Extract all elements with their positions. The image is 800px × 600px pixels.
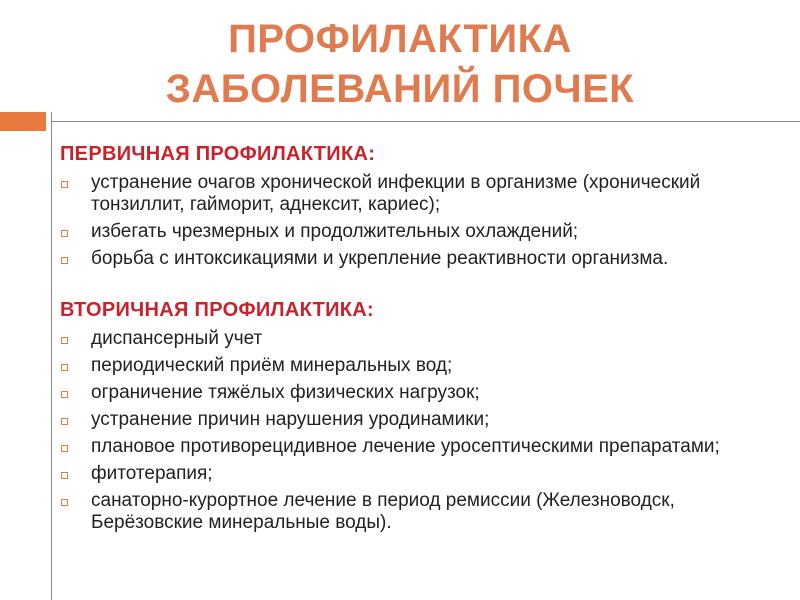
bullet-icon (61, 364, 68, 371)
list-item-text: периодический приём минеральных вод; (91, 355, 453, 376)
list-item (60, 382, 780, 404)
list-item-text: диспансерный учет (91, 328, 263, 349)
secondary-prevention-list (60, 328, 780, 534)
list-item (60, 355, 780, 377)
list-item-text: борьба с интоксикациями и укрепление реактивности организма. (91, 248, 669, 269)
secondary-prevention-heading: ВТОРИЧНАЯ ПРОФИЛАКТИКА: (60, 299, 374, 321)
bullet-icon (61, 257, 68, 264)
bullet-icon (61, 337, 68, 344)
slide-content (60, 142, 780, 539)
list-item (60, 328, 780, 350)
list-item-text: фитотерапия; (91, 463, 213, 484)
vertical-divider (51, 112, 52, 600)
list-item (60, 463, 780, 485)
list-item (60, 172, 780, 216)
slide-title-line-2: ЗАБОЛЕВАНИЙ ПОЧЕК (165, 67, 635, 111)
list-item-text: плановое противорецидивное лечение уросептическими препаратами; (91, 436, 720, 457)
slide-title (0, 14, 800, 114)
list-item-text: санаторно-курортное лечение в период ремиссии (Железноводск, Берёзовские минеральные воды). (91, 490, 675, 533)
bullet-icon (61, 181, 68, 188)
list-item (60, 248, 780, 270)
list-item (60, 409, 780, 431)
list-item (60, 221, 780, 243)
list-item (60, 490, 780, 534)
accent-band (0, 112, 46, 131)
primary-prevention-heading: ПЕРВИЧНАЯ ПРОФИЛАКТИКА: (60, 143, 376, 165)
bullet-icon (61, 472, 68, 479)
bullet-icon (61, 445, 68, 452)
primary-prevention-list (60, 172, 780, 270)
bullet-icon (61, 391, 68, 398)
list-item-text: устранение причин нарушения уродинамики; (91, 409, 490, 430)
bullet-icon (61, 418, 68, 425)
list-item-text: избегать чрезмерных и продолжительных охлаждений; (91, 221, 579, 242)
list-item-text: ограничение тяжёлых физических нагрузок; (91, 382, 480, 403)
horizontal-divider (51, 121, 800, 122)
slide-title-line-1: ПРОФИЛАКТИКА (228, 17, 572, 61)
list-item (60, 436, 780, 458)
list-item-text: устранение очагов хронической инфекции в организме (хронический тонзиллит, гайморит, аднексит, кариес); (91, 172, 701, 215)
bullet-icon (61, 499, 68, 506)
bullet-icon (61, 230, 68, 237)
